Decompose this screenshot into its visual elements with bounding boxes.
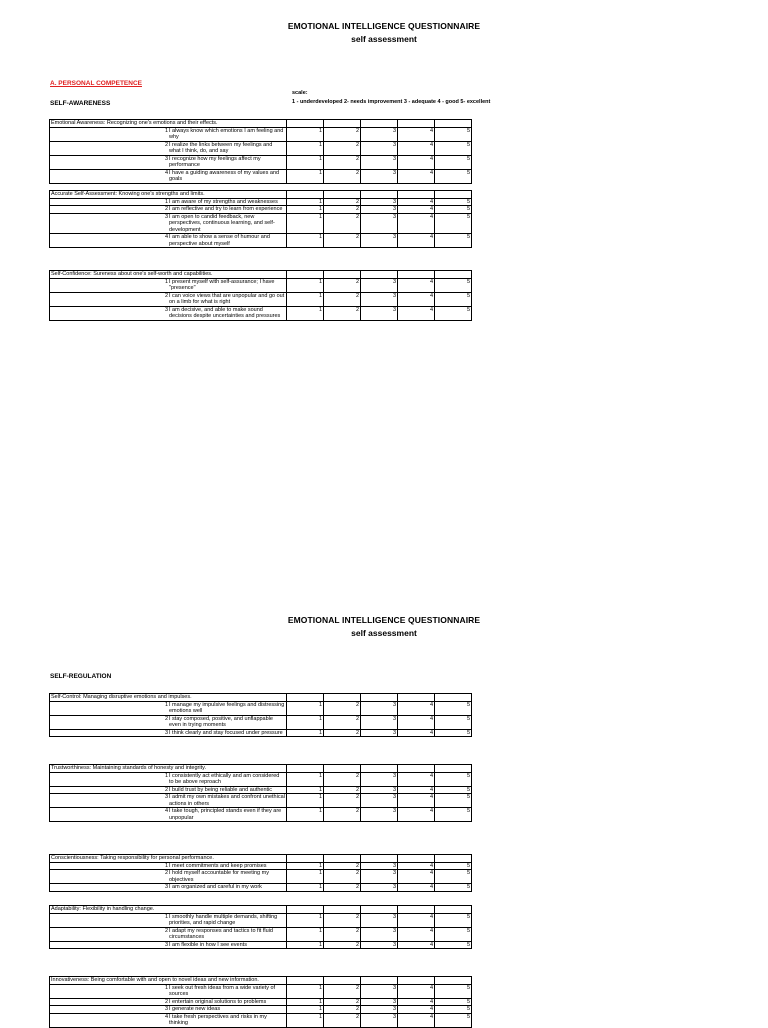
question-number: 1 xyxy=(50,984,169,998)
score-option-4[interactable]: 4 xyxy=(398,715,435,729)
score-option-1[interactable]: 1 xyxy=(287,292,324,306)
score-option-4[interactable]: 4 xyxy=(398,913,435,927)
score-header-cell xyxy=(398,765,435,773)
score-option-1[interactable]: 1 xyxy=(287,213,324,234)
doc-title: EMOTIONAL INTELLIGENCE QUESTIONNAIRE xyxy=(287,21,481,31)
question-row xyxy=(50,870,472,884)
score-option-3[interactable]: 3 xyxy=(361,292,398,306)
score-option-5[interactable]: 5 xyxy=(435,155,472,169)
question-number: 4 xyxy=(50,169,169,183)
score-option-1[interactable]: 1 xyxy=(287,127,324,141)
score-option-1[interactable]: 1 xyxy=(287,141,324,155)
score-header-cell xyxy=(287,855,324,863)
score-option-4[interactable]: 4 xyxy=(398,127,435,141)
question-row xyxy=(50,127,472,141)
score-header-cell xyxy=(435,694,472,702)
question-number: 2 xyxy=(50,141,169,155)
score-option-1[interactable]: 1 xyxy=(287,1006,324,1014)
question-number: 3 xyxy=(50,213,169,234)
score-option-3[interactable]: 3 xyxy=(361,213,398,234)
score-option-3[interactable]: 3 xyxy=(361,794,398,808)
score-option-1[interactable]: 1 xyxy=(287,206,324,214)
section-self-awareness: SELF-AWARENESS xyxy=(50,100,111,107)
score-option-3[interactable]: 3 xyxy=(361,1013,398,1027)
score-option-2[interactable]: 2 xyxy=(324,786,361,794)
question-number: 1 xyxy=(50,127,169,141)
score-option-4[interactable]: 4 xyxy=(398,1013,435,1027)
score-option-1[interactable]: 1 xyxy=(287,306,324,320)
question-row xyxy=(50,786,472,794)
question-row xyxy=(50,292,472,306)
question-row xyxy=(50,278,472,292)
question-text: I always know which emotions I am feeling and why xyxy=(168,127,287,141)
scale-text: 1 - underdeveloped 2- needs improvement 3 - adequate 4 - good 5- excellent xyxy=(292,99,491,105)
score-option-2[interactable]: 2 xyxy=(324,292,361,306)
score-option-4[interactable]: 4 xyxy=(398,278,435,292)
question-number: 4 xyxy=(50,808,169,822)
question-row xyxy=(50,998,472,1006)
score-header-cell xyxy=(435,977,472,985)
score-option-3[interactable]: 3 xyxy=(361,786,398,794)
question-row xyxy=(50,169,472,183)
question-row xyxy=(50,213,472,234)
question-text: I realize the links between my feelings and what I think, do, and say xyxy=(168,141,287,155)
question-row xyxy=(50,234,472,248)
question-row xyxy=(50,141,472,155)
question-number: 2 xyxy=(50,715,169,729)
score-option-2[interactable]: 2 xyxy=(324,206,361,214)
question-text: I consistently act ethically and am considered to be above reproach xyxy=(168,772,287,786)
score-option-5[interactable]: 5 xyxy=(435,913,472,927)
score-option-3[interactable]: 3 xyxy=(361,278,398,292)
score-option-1[interactable]: 1 xyxy=(287,870,324,884)
score-option-5[interactable]: 5 xyxy=(435,984,472,998)
score-header-cell xyxy=(398,977,435,985)
question-row xyxy=(50,794,472,808)
score-header-cell xyxy=(361,271,398,279)
doc-title-page-2: EMOTIONAL INTELLIGENCE QUESTIONNAIRE xyxy=(287,615,481,625)
score-option-1[interactable]: 1 xyxy=(287,786,324,794)
question-text: I build trust by being reliable and authentic xyxy=(168,786,287,794)
question-row xyxy=(50,984,472,998)
score-option-2[interactable]: 2 xyxy=(324,1006,361,1014)
question-text: I take fresh perspectives and risks in my thinking xyxy=(168,1013,287,1027)
score-option-2[interactable]: 2 xyxy=(324,278,361,292)
score-header-cell xyxy=(324,120,361,128)
score-option-1[interactable]: 1 xyxy=(287,941,324,949)
group-header: Innovativeness: Being comfortable with and open to novel ideas and new information. xyxy=(50,977,287,985)
score-option-5[interactable]: 5 xyxy=(435,862,472,870)
score-option-3[interactable]: 3 xyxy=(361,169,398,183)
score-option-3[interactable]: 3 xyxy=(361,984,398,998)
score-header-cell xyxy=(435,765,472,773)
score-option-2[interactable]: 2 xyxy=(324,213,361,234)
question-text: I stay composed, positive, and unflappable even in trying moments xyxy=(168,715,287,729)
score-option-3[interactable]: 3 xyxy=(361,141,398,155)
score-option-2[interactable]: 2 xyxy=(324,234,361,248)
question-group-table xyxy=(49,854,472,892)
score-option-5[interactable]: 5 xyxy=(435,927,472,941)
score-option-4[interactable]: 4 xyxy=(398,808,435,822)
score-option-5[interactable]: 5 xyxy=(435,941,472,949)
score-option-5[interactable]: 5 xyxy=(435,1006,472,1014)
score-option-4[interactable]: 4 xyxy=(398,772,435,786)
score-option-3[interactable]: 3 xyxy=(361,941,398,949)
score-option-1[interactable]: 1 xyxy=(287,1013,324,1027)
group-header: Self-Control: Managing disruptive emotions and impulses. xyxy=(50,694,287,702)
score-option-4[interactable]: 4 xyxy=(398,998,435,1006)
score-option-3[interactable]: 3 xyxy=(361,927,398,941)
score-option-5[interactable]: 5 xyxy=(435,141,472,155)
group-header: Emotional Awareness: Recognizing one's emotions and their effects. xyxy=(50,120,287,128)
score-header-cell xyxy=(361,855,398,863)
score-option-4[interactable]: 4 xyxy=(398,884,435,892)
score-option-2[interactable]: 2 xyxy=(324,913,361,927)
question-number: 2 xyxy=(50,927,169,941)
score-option-1[interactable]: 1 xyxy=(287,701,324,715)
question-text: I admit my own mistakes and confront unethical actions in others xyxy=(169,794,285,807)
question-group-table xyxy=(49,905,472,949)
question-row xyxy=(50,913,472,927)
question-text: I generate new ideas xyxy=(168,1006,287,1014)
score-option-2[interactable]: 2 xyxy=(324,794,361,808)
score-option-4[interactable]: 4 xyxy=(398,862,435,870)
score-option-4[interactable]: 4 xyxy=(398,206,435,214)
score-header-cell xyxy=(287,906,324,914)
score-option-2[interactable]: 2 xyxy=(324,808,361,822)
section-self-regulation: SELF-REGULATION xyxy=(50,673,112,680)
score-header-cell xyxy=(324,977,361,985)
score-option-2[interactable]: 2 xyxy=(324,984,361,998)
question-text: I entertain original solutions to problems xyxy=(168,998,287,1006)
question-number: 3 xyxy=(50,306,169,320)
score-option-2[interactable]: 2 xyxy=(324,870,361,884)
score-option-2[interactable]: 2 xyxy=(324,772,361,786)
score-option-3[interactable]: 3 xyxy=(361,1006,398,1014)
score-option-2[interactable]: 2 xyxy=(324,884,361,892)
score-option-4[interactable]: 4 xyxy=(398,941,435,949)
score-option-3[interactable]: 3 xyxy=(361,729,398,737)
score-header-cell xyxy=(398,906,435,914)
score-option-4[interactable]: 4 xyxy=(398,169,435,183)
question-text: I am organized and careful in my work xyxy=(168,884,287,892)
question-number: 3 xyxy=(50,729,169,737)
score-option-4[interactable]: 4 xyxy=(398,1006,435,1014)
score-option-3[interactable]: 3 xyxy=(361,808,398,822)
question-row xyxy=(50,715,472,729)
question-text: I think clearly and stay focused under pressure xyxy=(168,729,287,737)
score-option-5[interactable]: 5 xyxy=(435,794,472,808)
score-option-3[interactable]: 3 xyxy=(361,155,398,169)
question-text: I am able to show a sense of humour and perspective about myself xyxy=(168,234,287,248)
personal-competence-heading: A. PERSONAL COMPETENCE xyxy=(50,80,142,87)
question-number: 2 xyxy=(50,292,169,306)
group-header: Adaptability: Flexibility in handling change. xyxy=(50,906,287,914)
score-option-5[interactable]: 5 xyxy=(435,786,472,794)
score-option-3[interactable]: 3 xyxy=(361,998,398,1006)
score-option-1[interactable]: 1 xyxy=(287,278,324,292)
score-option-4[interactable]: 4 xyxy=(398,141,435,155)
score-option-2[interactable]: 2 xyxy=(324,715,361,729)
score-header-cell xyxy=(435,271,472,279)
question-row xyxy=(50,155,472,169)
score-option-1[interactable]: 1 xyxy=(287,884,324,892)
question-number: 3 xyxy=(50,941,169,949)
score-option-1[interactable]: 1 xyxy=(287,794,324,808)
question-text: I adapt my responses and tactics to fit fluid circumstances xyxy=(168,927,287,941)
score-header-cell xyxy=(287,120,324,128)
score-header-cell xyxy=(361,765,398,773)
question-row xyxy=(50,198,472,206)
question-number: 1 xyxy=(50,198,169,206)
score-option-2[interactable]: 2 xyxy=(324,941,361,949)
question-group-table xyxy=(49,976,472,1028)
group-header: Self-Confidence: Sureness about one's self-worth and capabilities. xyxy=(50,271,287,279)
score-option-3[interactable]: 3 xyxy=(361,701,398,715)
doc-subtitle-page-2: self assessment xyxy=(351,628,417,638)
question-number: 1 xyxy=(50,701,169,715)
score-option-2[interactable]: 2 xyxy=(324,701,361,715)
question-row xyxy=(50,1006,472,1014)
score-option-2[interactable]: 2 xyxy=(324,927,361,941)
score-option-5[interactable]: 5 xyxy=(435,169,472,183)
question-number: 3 xyxy=(50,884,169,892)
score-header-cell xyxy=(398,120,435,128)
question-text: I present myself with self-assurance; I have "presence" xyxy=(168,278,287,292)
score-option-5[interactable]: 5 xyxy=(435,715,472,729)
score-option-4[interactable]: 4 xyxy=(398,198,435,206)
score-option-5[interactable]: 5 xyxy=(435,998,472,1006)
question-text: I smoothly handle multiple demands, shifting priorities, and rapid change xyxy=(168,913,287,927)
score-option-2[interactable]: 2 xyxy=(324,127,361,141)
question-group-table xyxy=(49,693,472,737)
score-option-3[interactable]: 3 xyxy=(361,306,398,320)
score-option-3[interactable]: 3 xyxy=(361,870,398,884)
score-option-5[interactable]: 5 xyxy=(435,278,472,292)
question-row xyxy=(50,772,472,786)
score-header-cell xyxy=(324,765,361,773)
question-text: I seek out fresh ideas from a wide variety of sources xyxy=(168,984,287,998)
score-header-cell xyxy=(435,906,472,914)
score-option-3[interactable]: 3 xyxy=(361,715,398,729)
score-header-cell xyxy=(324,906,361,914)
score-option-2[interactable]: 2 xyxy=(324,198,361,206)
score-option-2[interactable]: 2 xyxy=(324,862,361,870)
score-option-4[interactable]: 4 xyxy=(398,292,435,306)
score-option-5[interactable]: 5 xyxy=(435,213,472,234)
score-option-2[interactable]: 2 xyxy=(324,729,361,737)
score-option-5[interactable]: 5 xyxy=(435,306,472,320)
score-header-cell xyxy=(398,271,435,279)
score-header-cell xyxy=(287,977,324,985)
question-group-table xyxy=(49,764,472,822)
score-header-cell xyxy=(324,191,361,199)
question-row xyxy=(50,927,472,941)
score-option-5[interactable]: 5 xyxy=(435,198,472,206)
score-option-4[interactable]: 4 xyxy=(398,213,435,234)
score-header-cell xyxy=(324,855,361,863)
question-text: I recognize how my feelings affect my performance xyxy=(168,155,287,169)
score-header-cell xyxy=(435,120,472,128)
group-header: Conscientiousness: Taking responsibility for personal performance. xyxy=(50,855,287,863)
question-row xyxy=(50,206,472,214)
group-header: Trustworthiness: Maintaining standards of honesty and integrity. xyxy=(50,765,287,773)
score-option-5[interactable]: 5 xyxy=(435,234,472,248)
question-number: 4 xyxy=(50,1013,169,1027)
group-header: Accurate Self-Assessment: Knowing one's strengths and limits. xyxy=(50,191,287,199)
score-option-4[interactable]: 4 xyxy=(398,786,435,794)
score-option-5[interactable]: 5 xyxy=(435,729,472,737)
score-option-2[interactable]: 2 xyxy=(324,169,361,183)
score-option-2[interactable]: 2 xyxy=(324,141,361,155)
score-option-4[interactable]: 4 xyxy=(398,984,435,998)
question-row xyxy=(50,884,472,892)
score-header-cell xyxy=(324,271,361,279)
score-option-4[interactable]: 4 xyxy=(398,729,435,737)
score-option-5[interactable]: 5 xyxy=(435,884,472,892)
question-number: 3 xyxy=(50,794,169,808)
score-option-1[interactable]: 1 xyxy=(287,862,324,870)
score-option-5[interactable]: 5 xyxy=(435,292,472,306)
score-option-4[interactable]: 4 xyxy=(398,155,435,169)
question-text: I am flexible in how I see events xyxy=(168,941,287,949)
score-option-3[interactable]: 3 xyxy=(361,913,398,927)
score-option-1[interactable]: 1 xyxy=(287,984,324,998)
score-header-cell xyxy=(287,271,324,279)
question-row xyxy=(50,808,472,822)
question-number: 2 xyxy=(50,786,169,794)
score-option-4[interactable]: 4 xyxy=(398,234,435,248)
score-option-2[interactable]: 2 xyxy=(324,998,361,1006)
question-row xyxy=(50,1013,472,1027)
question-number: 3 xyxy=(50,155,169,169)
question-row xyxy=(50,941,472,949)
score-option-5[interactable]: 5 xyxy=(435,206,472,214)
score-option-1[interactable]: 1 xyxy=(287,715,324,729)
score-option-5[interactable]: 5 xyxy=(435,1013,472,1027)
score-header-cell xyxy=(435,191,472,199)
score-option-1[interactable]: 1 xyxy=(287,234,324,248)
question-text: I am decisive, and able to make sound decisions despite uncertainties and pressures xyxy=(168,306,287,320)
score-header-cell xyxy=(361,191,398,199)
score-option-3[interactable]: 3 xyxy=(361,198,398,206)
score-option-1[interactable]: 1 xyxy=(287,729,324,737)
question-text: I can voice views that are unpopular and go out on a limb for what is right xyxy=(168,292,287,306)
score-option-2[interactable]: 2 xyxy=(324,155,361,169)
scale-label: scale: xyxy=(292,90,308,96)
question-number: 1 xyxy=(50,913,169,927)
score-header-cell xyxy=(435,855,472,863)
score-option-1[interactable]: 1 xyxy=(287,927,324,941)
question-row xyxy=(50,701,472,715)
score-header-cell xyxy=(398,191,435,199)
question-number: 3 xyxy=(50,1006,169,1014)
question-text: I take tough, principled stands even if they are unpopular xyxy=(168,808,287,822)
score-option-3[interactable]: 3 xyxy=(361,234,398,248)
score-option-4[interactable]: 4 xyxy=(398,927,435,941)
question-text: I manage my impulsive feelings and distressing emotions well xyxy=(168,701,287,715)
score-option-1[interactable]: 1 xyxy=(287,169,324,183)
score-option-1[interactable]: 1 xyxy=(287,913,324,927)
score-option-4[interactable]: 4 xyxy=(398,794,435,808)
score-option-3[interactable]: 3 xyxy=(361,127,398,141)
score-header-cell xyxy=(324,694,361,702)
question-row xyxy=(50,862,472,870)
score-header-cell xyxy=(361,977,398,985)
score-option-5[interactable]: 5 xyxy=(435,127,472,141)
score-option-1[interactable]: 1 xyxy=(287,808,324,822)
score-option-3[interactable]: 3 xyxy=(361,862,398,870)
score-option-3[interactable]: 3 xyxy=(361,206,398,214)
score-option-5[interactable]: 5 xyxy=(435,701,472,715)
score-option-4[interactable]: 4 xyxy=(398,701,435,715)
score-option-5[interactable]: 5 xyxy=(435,870,472,884)
question-group-table xyxy=(49,119,472,184)
score-header-cell xyxy=(398,694,435,702)
question-row xyxy=(50,729,472,737)
question-text: I meet commitments and keep promises xyxy=(168,862,287,870)
score-option-1[interactable]: 1 xyxy=(287,155,324,169)
score-header-cell xyxy=(287,765,324,773)
question-number: 2 xyxy=(50,870,169,884)
doc-subtitle: self assessment xyxy=(351,34,417,44)
question-text: I have a guiding awareness of my values and goals xyxy=(168,169,287,183)
score-option-1[interactable]: 1 xyxy=(287,998,324,1006)
score-header-cell xyxy=(361,120,398,128)
question-number: 2 xyxy=(50,206,169,214)
score-option-4[interactable]: 4 xyxy=(398,306,435,320)
question-row xyxy=(50,306,472,320)
question-text: I am open to candid feedback, new perspectives, continuous learning, and self-development xyxy=(168,213,287,234)
score-header-cell xyxy=(398,855,435,863)
question-text: I am aware of my strengths and weaknesses xyxy=(168,198,287,206)
score-option-5[interactable]: 5 xyxy=(435,772,472,786)
score-option-3[interactable]: 3 xyxy=(361,772,398,786)
score-header-cell xyxy=(361,694,398,702)
score-header-cell xyxy=(287,191,324,199)
question-group-table xyxy=(49,190,472,248)
question-number: 1 xyxy=(50,862,169,870)
score-header-cell xyxy=(287,694,324,702)
score-option-2[interactable]: 2 xyxy=(324,306,361,320)
score-option-2[interactable]: 2 xyxy=(324,1013,361,1027)
question-group-table xyxy=(49,270,472,321)
score-option-4[interactable]: 4 xyxy=(398,870,435,884)
question-number: 2 xyxy=(50,998,169,1006)
score-option-1[interactable]: 1 xyxy=(287,198,324,206)
question-number: 1 xyxy=(50,278,169,292)
question-number: 4 xyxy=(50,234,169,248)
score-option-5[interactable]: 5 xyxy=(435,808,472,822)
question-text: I hold myself accountable for meeting my objectives xyxy=(168,870,287,884)
question-text: I am reflective and try to learn from experience xyxy=(168,206,287,214)
question-number: 1 xyxy=(50,772,169,786)
score-option-3[interactable]: 3 xyxy=(361,884,398,892)
score-header-cell xyxy=(361,906,398,914)
score-option-1[interactable]: 1 xyxy=(287,772,324,786)
